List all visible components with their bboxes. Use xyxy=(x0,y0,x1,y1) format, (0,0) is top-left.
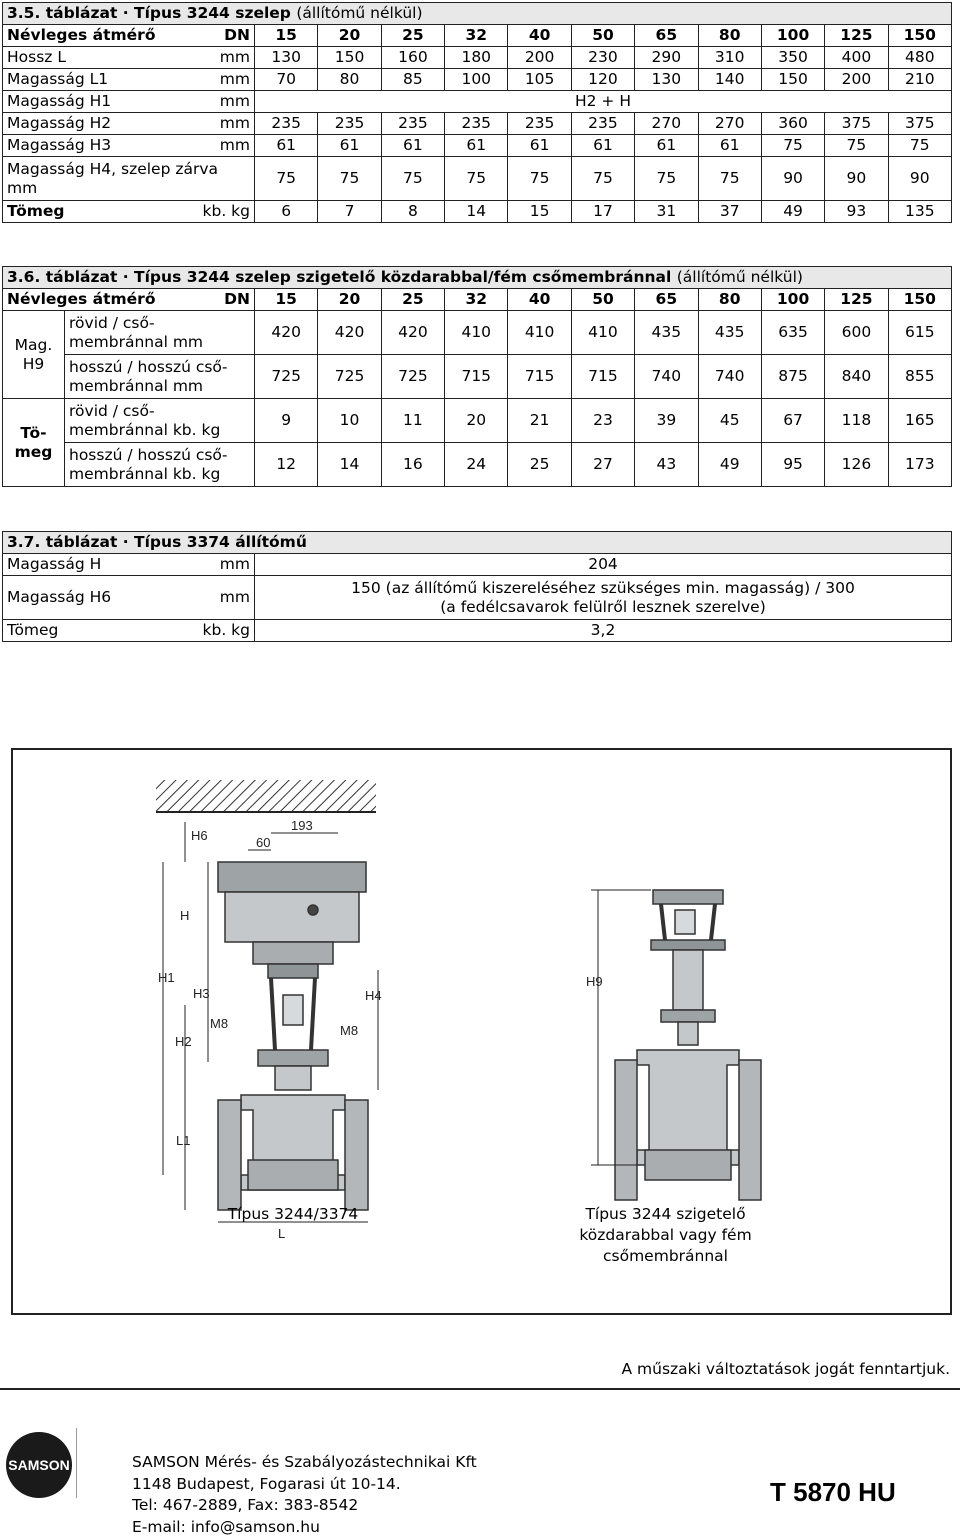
cell: 31 xyxy=(635,201,698,223)
table-title: 3.7. táblázat · Típus 3374 állítómű xyxy=(3,532,952,554)
company-address: 1148 Budapest, Fogarasi út 10-14. xyxy=(132,1474,477,1496)
row-label: Tömeg xyxy=(3,201,189,223)
header-cell: 40 xyxy=(508,289,571,311)
cell: 360 xyxy=(761,113,824,135)
cell: 235 xyxy=(381,113,444,135)
row-unit: mm xyxy=(189,135,255,157)
cell: 725 xyxy=(255,355,318,399)
table-row xyxy=(3,135,952,157)
row-label: Magasság H4, szelep zárva mm xyxy=(3,157,255,201)
cell: 435 xyxy=(698,311,761,355)
cell: 25 xyxy=(508,443,571,487)
cell: 27 xyxy=(571,443,634,487)
cell: 235 xyxy=(508,113,571,135)
cell: 410 xyxy=(508,311,571,355)
dim-h2: H2 xyxy=(175,1034,192,1049)
table-row xyxy=(3,91,952,113)
header-cell: 32 xyxy=(445,289,508,311)
cell: 420 xyxy=(381,311,444,355)
table-3-6 xyxy=(2,266,952,487)
cell: 210 xyxy=(888,69,951,91)
header-cell: 125 xyxy=(825,289,888,311)
cell: 61 xyxy=(381,135,444,157)
cell: 715 xyxy=(571,355,634,399)
cell: 135 xyxy=(888,201,951,223)
cell: 480 xyxy=(888,47,951,69)
cell: 600 xyxy=(825,311,888,355)
cell: 270 xyxy=(635,113,698,135)
table-3-7 xyxy=(2,531,952,642)
cell: 16 xyxy=(381,443,444,487)
cell: 400 xyxy=(825,47,888,69)
cell: 420 xyxy=(318,311,381,355)
cell: 9 xyxy=(255,399,318,443)
cell: 75 xyxy=(255,157,318,201)
company-email[interactable]: E-mail: info@samson.hu xyxy=(132,1517,477,1538)
cell: 725 xyxy=(381,355,444,399)
cell: 100 xyxy=(445,69,508,91)
dim-l1: L1 xyxy=(176,1133,190,1148)
cell: 61 xyxy=(635,135,698,157)
table-row xyxy=(3,576,952,620)
cell: 10 xyxy=(318,399,381,443)
cell: 61 xyxy=(445,135,508,157)
cell: 61 xyxy=(255,135,318,157)
cell: 150 xyxy=(761,69,824,91)
table-row xyxy=(3,47,952,69)
header-cell: 20 xyxy=(318,289,381,311)
cell: 180 xyxy=(445,47,508,69)
cell: 90 xyxy=(888,157,951,201)
row-value: 204 xyxy=(255,554,952,576)
ceiling-hatch xyxy=(156,780,376,812)
cell: 75 xyxy=(445,157,508,201)
cell: 75 xyxy=(888,135,951,157)
table-row xyxy=(3,620,952,642)
cell: 118 xyxy=(825,399,888,443)
row-unit: mm xyxy=(189,576,255,620)
cell: 75 xyxy=(381,157,444,201)
table-row xyxy=(3,355,952,399)
cell: 270 xyxy=(698,113,761,135)
table-3-5 xyxy=(2,2,952,223)
cell: 20 xyxy=(445,399,508,443)
cell: 24 xyxy=(445,443,508,487)
header-cell: 100 xyxy=(761,25,824,47)
cell: 105 xyxy=(508,69,571,91)
cell: 12 xyxy=(255,443,318,487)
dimension-drawing xyxy=(11,748,952,1315)
cell: 715 xyxy=(445,355,508,399)
cell: 67 xyxy=(761,399,824,443)
header-cell: 150 xyxy=(888,25,951,47)
cell: 150 xyxy=(318,47,381,69)
row-label: Tömeg xyxy=(3,620,189,642)
cell: 165 xyxy=(888,399,951,443)
cell: 61 xyxy=(508,135,571,157)
document-number: T 5870 HU xyxy=(770,1477,896,1508)
cell: 93 xyxy=(825,201,888,223)
cell: 90 xyxy=(761,157,824,201)
cell: 45 xyxy=(698,399,761,443)
valve-drawings xyxy=(13,750,950,1313)
right-valve xyxy=(615,890,761,1200)
cell: 95 xyxy=(761,443,824,487)
cell: 37 xyxy=(698,201,761,223)
company-phone: Tel: 467-2889, Fax: 383-8542 xyxy=(132,1495,477,1517)
header-cell: 80 xyxy=(698,25,761,47)
dim-h9: H9 xyxy=(586,974,603,989)
cell: 290 xyxy=(635,47,698,69)
dim-h4: H4 xyxy=(365,988,382,1003)
cell: 23 xyxy=(571,399,634,443)
row-value: 3,2 xyxy=(255,620,952,642)
cell: 14 xyxy=(318,443,381,487)
cell: 49 xyxy=(698,443,761,487)
cell: 6 xyxy=(255,201,318,223)
header-cell: 65 xyxy=(635,25,698,47)
footer-rule xyxy=(0,1388,960,1390)
row-label: Magasság H xyxy=(3,554,189,576)
dim-60: 60 xyxy=(256,835,270,850)
header-cell: 32 xyxy=(445,25,508,47)
cell: 375 xyxy=(888,113,951,135)
header-cell: 15 xyxy=(255,289,318,311)
group-label: Tö- meg xyxy=(3,399,65,487)
row-unit: mm xyxy=(189,554,255,576)
cell: 7 xyxy=(318,201,381,223)
cell: 375 xyxy=(825,113,888,135)
row-label: hosszú / hosszú cső-membránnal mm xyxy=(65,355,255,399)
cell: 75 xyxy=(318,157,381,201)
row-label: Magasság H3 xyxy=(3,135,189,157)
cell: 200 xyxy=(508,47,571,69)
dim-h6: H6 xyxy=(191,828,208,843)
row-label: Hossz L xyxy=(3,47,189,69)
cell: 61 xyxy=(571,135,634,157)
header-cell: 125 xyxy=(825,25,888,47)
cell: 235 xyxy=(318,113,381,135)
cell: 420 xyxy=(255,311,318,355)
table-row xyxy=(3,399,952,443)
cell: 140 xyxy=(698,69,761,91)
table-row xyxy=(3,311,952,355)
cell: 410 xyxy=(571,311,634,355)
table-row xyxy=(3,69,952,91)
cell: 90 xyxy=(825,157,888,201)
cell: 740 xyxy=(635,355,698,399)
cell: 725 xyxy=(318,355,381,399)
cell: 80 xyxy=(318,69,381,91)
header-cell: 40 xyxy=(508,25,571,47)
cell: 126 xyxy=(825,443,888,487)
cell: 11 xyxy=(381,399,444,443)
cell: 85 xyxy=(381,69,444,91)
caption-left: Típus 3244/3374 xyxy=(208,1204,378,1225)
table-header-row: Névleges átmérő DN 15 20 25 32 40 50 65 80 100 125 150 xyxy=(3,25,952,47)
cell: 410 xyxy=(445,311,508,355)
table-row xyxy=(3,443,952,487)
cell: 235 xyxy=(445,113,508,135)
cell: 310 xyxy=(698,47,761,69)
cell: 70 xyxy=(255,69,318,91)
row-unit: mm xyxy=(189,47,255,69)
cell: 75 xyxy=(825,135,888,157)
cell: 61 xyxy=(318,135,381,157)
table-row xyxy=(3,554,952,576)
cell: 715 xyxy=(508,355,571,399)
cell: 130 xyxy=(635,69,698,91)
table-row xyxy=(3,201,952,223)
cell: 840 xyxy=(825,355,888,399)
cell: 235 xyxy=(255,113,318,135)
row-label: hosszú / hosszú cső-membránnal kb. kg xyxy=(65,443,255,487)
svg-text:SAMSON: SAMSON xyxy=(8,1457,69,1473)
cell: 75 xyxy=(508,157,571,201)
cell: 120 xyxy=(571,69,634,91)
cell: 15 xyxy=(508,201,571,223)
row-unit: kb. kg xyxy=(189,620,255,642)
row-span-value: H2 + H xyxy=(255,91,952,113)
cell: 75 xyxy=(698,157,761,201)
footer-company-info xyxy=(132,1452,477,1538)
cell: 75 xyxy=(761,135,824,157)
cell: 49 xyxy=(761,201,824,223)
header-cell: 50 xyxy=(571,289,634,311)
cell: 200 xyxy=(825,69,888,91)
table-title: 3.5. táblázat · Típus 3244 szelep (állítómű nélkül) xyxy=(3,3,952,25)
header-cell: 50 xyxy=(571,25,634,47)
group-label: Mag. H9 xyxy=(3,311,65,399)
header-cell: 15 xyxy=(255,25,318,47)
table-header-row: Névleges átmérő DN 15 20 25 32 40 50 65 80 100 125 150 xyxy=(3,289,952,311)
table-title: 3.6. táblázat · Típus 3244 szelep szigetelő közdarabbal/fém csőmembránnal (állítómű nélkül) xyxy=(3,267,952,289)
header-cell: 25 xyxy=(381,25,444,47)
header-cell: 25 xyxy=(381,289,444,311)
cell: 855 xyxy=(888,355,951,399)
row-value: 150 (az állítómű kiszereléséhez szükséges min. magasság) / 300 (a fedélcsavarok felülről lesznek szerelve) xyxy=(255,576,952,620)
cell: 235 xyxy=(571,113,634,135)
cell: 230 xyxy=(571,47,634,69)
dim-193: 193 xyxy=(291,818,313,833)
company-name: SAMSON Mérés- és Szabályozástechnikai Kft xyxy=(132,1452,477,1474)
header-cell: 65 xyxy=(635,289,698,311)
dim-h1: H1 xyxy=(158,970,175,985)
row-label: Magasság L1 xyxy=(3,69,189,91)
cell: 173 xyxy=(888,443,951,487)
table-row xyxy=(3,113,952,135)
table-row xyxy=(3,157,952,201)
row-unit: kb. kg xyxy=(189,201,255,223)
cell: 14 xyxy=(445,201,508,223)
row-label: Magasság H2 xyxy=(3,113,189,135)
row-label: rövid / cső-membránnal mm xyxy=(65,311,255,355)
caption-right: Típus 3244 szigetelő közdarabbal vagy fém csőmembránnal xyxy=(558,1204,773,1267)
dim-h: H xyxy=(180,908,189,923)
dim-m8-left: M8 xyxy=(210,1016,228,1031)
header-cell: 100 xyxy=(761,289,824,311)
dim-m8-right: M8 xyxy=(340,1023,358,1038)
cell: 130 xyxy=(255,47,318,69)
row-label: rövid / cső-membránnal kb. kg xyxy=(65,399,255,443)
rights-note: A műszaki változtatások jogát fenntartjuk. xyxy=(622,1360,951,1378)
cell: 17 xyxy=(571,201,634,223)
cell: 435 xyxy=(635,311,698,355)
cell: 61 xyxy=(698,135,761,157)
cell: 740 xyxy=(698,355,761,399)
row-label: Magasság H6 xyxy=(3,576,189,620)
cell: 43 xyxy=(635,443,698,487)
header-cell: 20 xyxy=(318,25,381,47)
dim-l: L xyxy=(278,1226,285,1241)
samson-logo xyxy=(4,1430,74,1504)
row-unit: mm xyxy=(189,113,255,135)
header-cell: 80 xyxy=(698,289,761,311)
cell: 75 xyxy=(571,157,634,201)
cell: 160 xyxy=(381,47,444,69)
cell: 39 xyxy=(635,399,698,443)
cell: 350 xyxy=(761,47,824,69)
row-unit: mm xyxy=(189,69,255,91)
cell: 875 xyxy=(761,355,824,399)
row-label: Magasság H1 xyxy=(3,91,189,113)
footer-divider xyxy=(76,1428,77,1498)
dim-h3: H3 xyxy=(193,986,210,1001)
cell: 21 xyxy=(508,399,571,443)
cell: 615 xyxy=(888,311,951,355)
cell: 8 xyxy=(381,201,444,223)
header-cell: 150 xyxy=(888,289,951,311)
cell: 75 xyxy=(635,157,698,201)
cell: 635 xyxy=(761,311,824,355)
row-unit: mm xyxy=(189,91,255,113)
